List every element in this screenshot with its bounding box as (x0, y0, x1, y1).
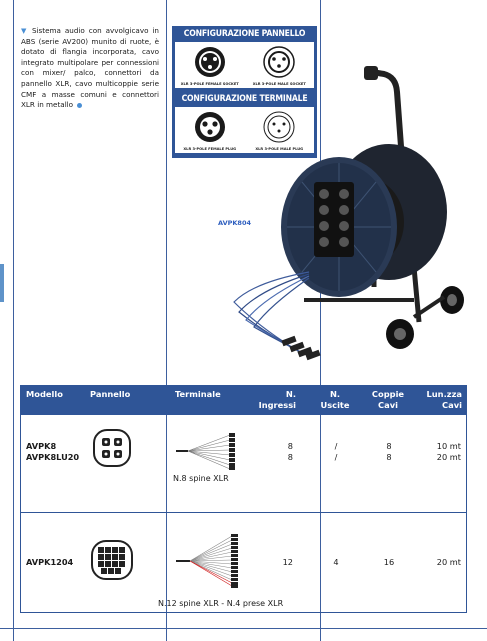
row2-panel-icon (91, 540, 133, 580)
row1-terminal-cable-icon (174, 431, 238, 471)
intro-paragraph (21, 26, 159, 111)
row-divider (21, 512, 466, 513)
header-uscite-line1: N. (329, 389, 341, 399)
header-modello: Modello (26, 389, 63, 399)
header-pannello: Pannello (90, 389, 131, 399)
header-uscite-line2: Uscite (320, 400, 350, 410)
row2-ingressi: 12 (282, 557, 293, 567)
header-coppie-line2: Cavi (378, 400, 398, 410)
row2-terminal-cable-icon (174, 533, 240, 589)
header-lunghezza-line2: Cavi (442, 400, 462, 410)
row1-panel-icon (93, 429, 131, 467)
bottom-rule (0, 628, 487, 629)
panel-female-caption: XLR 3-POLE FEMALE SOCKET (180, 82, 239, 86)
row1-model-1: AVPK8 (26, 441, 57, 451)
row2-coppie: 16 (383, 557, 395, 567)
header-terminale: Terminale (175, 389, 221, 399)
row1-uscite-1: / (334, 441, 338, 451)
panel-male-caption: XLR 3-POLE MALE SOCKET (252, 82, 306, 86)
terminal-config-title: CONFIGURAZIONE TERMINALE (181, 94, 308, 104)
intro-text: Sistema audio con avvolgicavo in ABS (serie AV200) munito di ruote, è dotato di flangia incorporata, cavo integrato multipolare per connessioni con mixer/ palco, connettori da pannello XLR, cavo multicoppie serie CMF a masse comuni e connettori XLR in metallo (21, 26, 159, 110)
dot-bullet-icon (77, 103, 82, 108)
header-lunghezza-line1: Lun.zza (426, 389, 462, 399)
row1-lunghezza-2: 20 mt (436, 452, 461, 462)
row1-ingressi-2: 8 (287, 452, 293, 462)
row2-model: AVPK1204 (26, 557, 74, 567)
row1-terminal-caption: N.8 spine XLR (173, 474, 229, 483)
product-code-label: AVPK804 (218, 219, 251, 227)
column-divider-left (13, 0, 14, 641)
table-header (20, 385, 467, 415)
triangle-bullet-icon: ▼ (21, 27, 29, 35)
row1-uscite-2: / (334, 452, 338, 462)
header-coppie (363, 389, 413, 411)
table-body (20, 415, 467, 613)
row1-coppie-2: 8 (386, 452, 392, 462)
row2-terminal-caption: N.12 spine XLR - N.4 prese XLR (158, 599, 284, 608)
header-lunghezza (410, 389, 462, 411)
row2-uscite: 4 (333, 557, 339, 567)
header-ingressi-line1: N. (285, 389, 296, 399)
row1-lunghezza-1: 10 mt (436, 441, 461, 451)
terminal-female-caption: XLR 3-POLE FEMALE PLUG (183, 147, 237, 151)
cable-reel-illustration (214, 62, 474, 362)
row1-ingressi-1: 8 (287, 441, 293, 451)
panel-config-title: CONFIGURAZIONE PANNELLO (183, 29, 306, 39)
side-tab-marker (0, 264, 4, 302)
header-coppie-line1: Coppie (371, 389, 405, 399)
row1-model-2: AVPK8LU20 (26, 452, 80, 462)
header-uscite (310, 389, 360, 411)
row1-coppie-1: 8 (386, 441, 392, 451)
header-ingressi (246, 389, 296, 411)
terminal-male-caption: XLR 3-POLE MALE PLUG (255, 147, 304, 151)
header-ingressi-line2: Ingressi (258, 400, 296, 410)
row2-lunghezza: 20 mt (436, 557, 461, 567)
